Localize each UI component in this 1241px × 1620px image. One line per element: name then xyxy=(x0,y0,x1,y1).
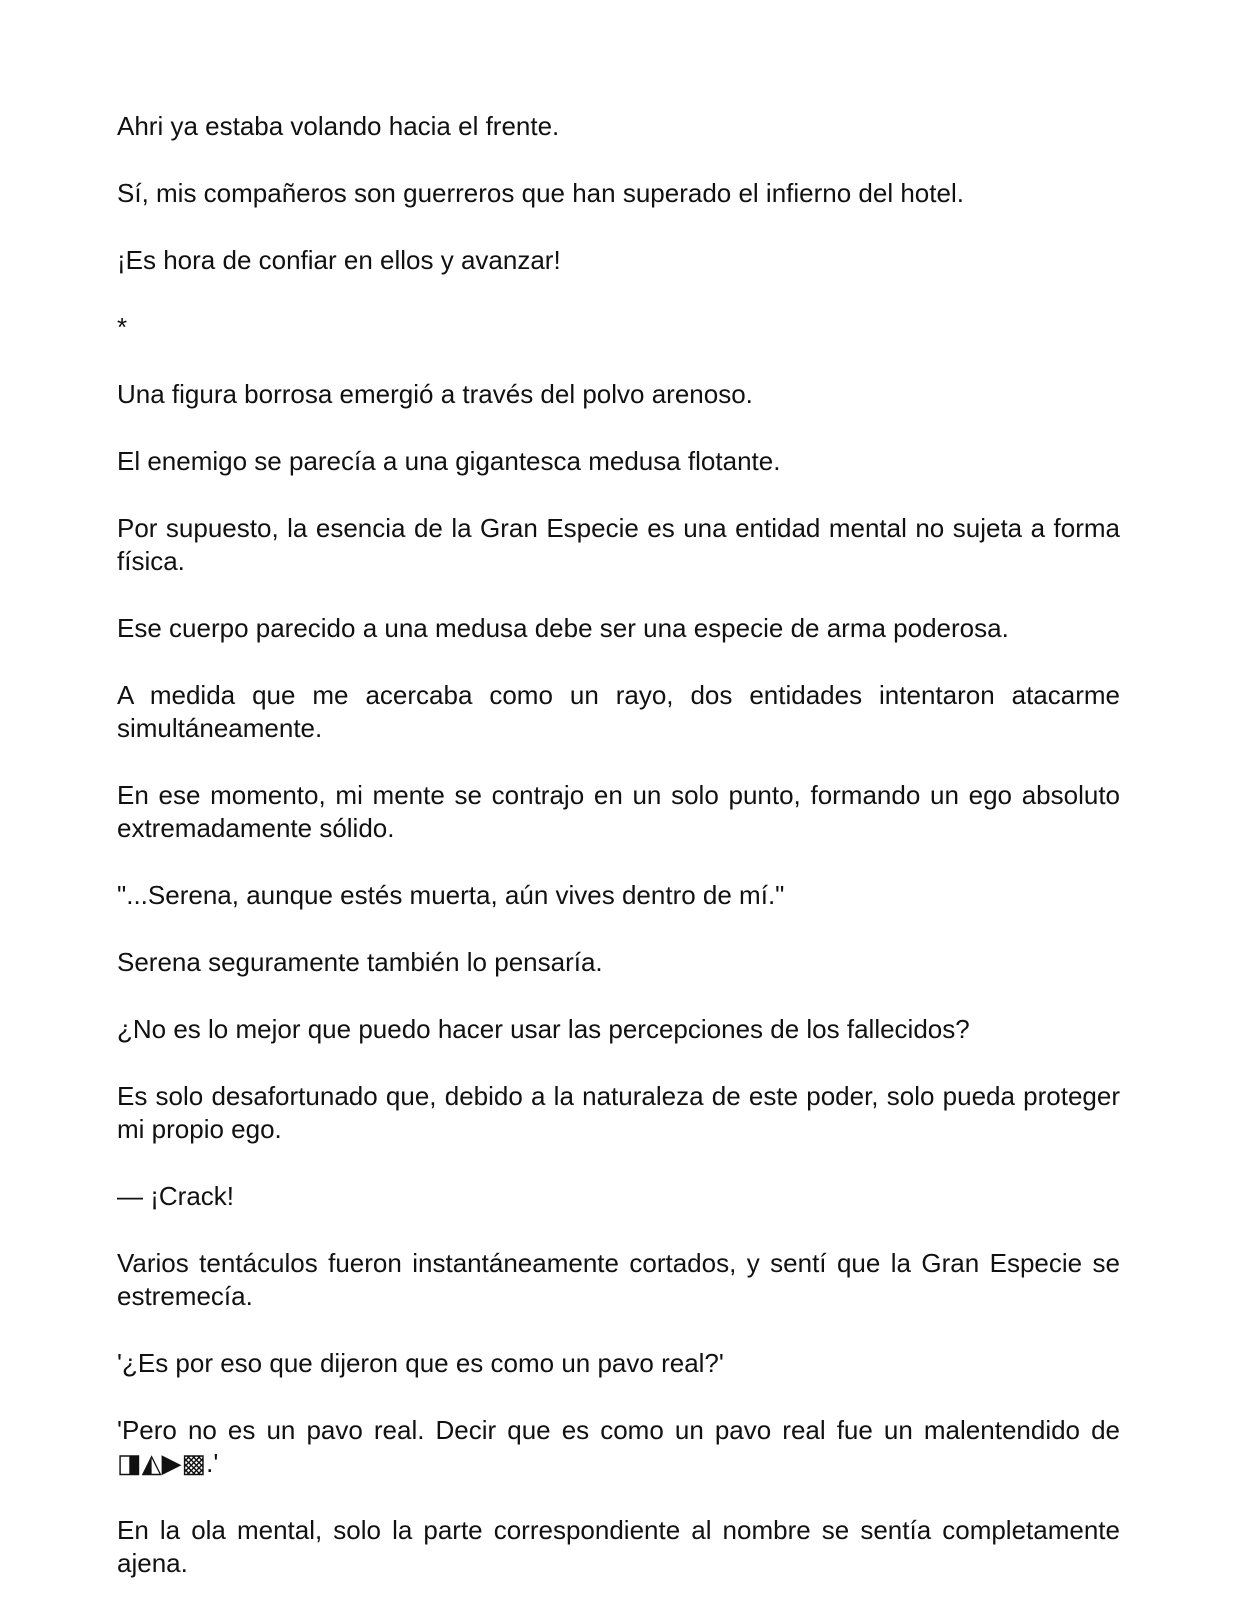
paragraph: ¿No es lo mejor que puedo hacer usar las percepciones de los fallecidos? xyxy=(117,1014,970,1044)
thought-line: 'Pero no es un pavo real. Decir que es como un pavo real fue un malentendido de ◨◭▶▩.' xyxy=(117,1415,1120,1478)
paragraph: Una figura borrosa emergió a través del polvo arenoso. xyxy=(117,379,753,409)
paragraph: Ahri ya estaba volando hacia el frente. xyxy=(117,111,560,141)
paragraph: Ese cuerpo parecido a una medusa debe ser una especie de arma poderosa. xyxy=(117,613,1009,643)
paragraph: En ese momento, mi mente se contrajo en un solo punto, formando un ego absoluto extremadamente sólido. xyxy=(117,780,1120,843)
paragraph: Serena seguramente también lo pensaría. xyxy=(117,947,603,977)
paragraph: ¡Es hora de confiar en ellos y avanzar! xyxy=(117,245,561,275)
paragraph: Por supuesto, la esencia de la Gran Especie es una entidad mental no sujeta a forma física. xyxy=(117,513,1120,576)
paragraph: Varios tentáculos fueron instantáneamente cortados, y sentí que la Gran Especie se estremecía. xyxy=(117,1248,1120,1311)
paragraph: A medida que me acercaba como un rayo, dos entidades intentaron atacarme simultáneamente. xyxy=(117,680,1120,743)
document-page xyxy=(117,110,1120,1580)
paragraph: El enemigo se parecía a una gigantesca medusa flotante. xyxy=(117,446,781,476)
thought-line: '¿Es por eso que dijeron que es como un pavo real?' xyxy=(117,1348,724,1378)
dialogue-line: "...Serena, aunque estés muerta, aún vives dentro de mí." xyxy=(117,880,785,910)
sound-effect-line: — ¡Crack! xyxy=(117,1181,234,1211)
paragraph: Sí, mis compañeros son guerreros que han superado el infierno del hotel. xyxy=(117,178,964,208)
paragraph: En la ola mental, solo la parte correspondiente al nombre se sentía completamente ajena. xyxy=(117,1515,1120,1578)
scene-break: * xyxy=(117,312,128,342)
paragraph: Es solo desafortunado que, debido a la naturaleza de este poder, solo pueda proteger mi propio ego. xyxy=(117,1081,1120,1144)
